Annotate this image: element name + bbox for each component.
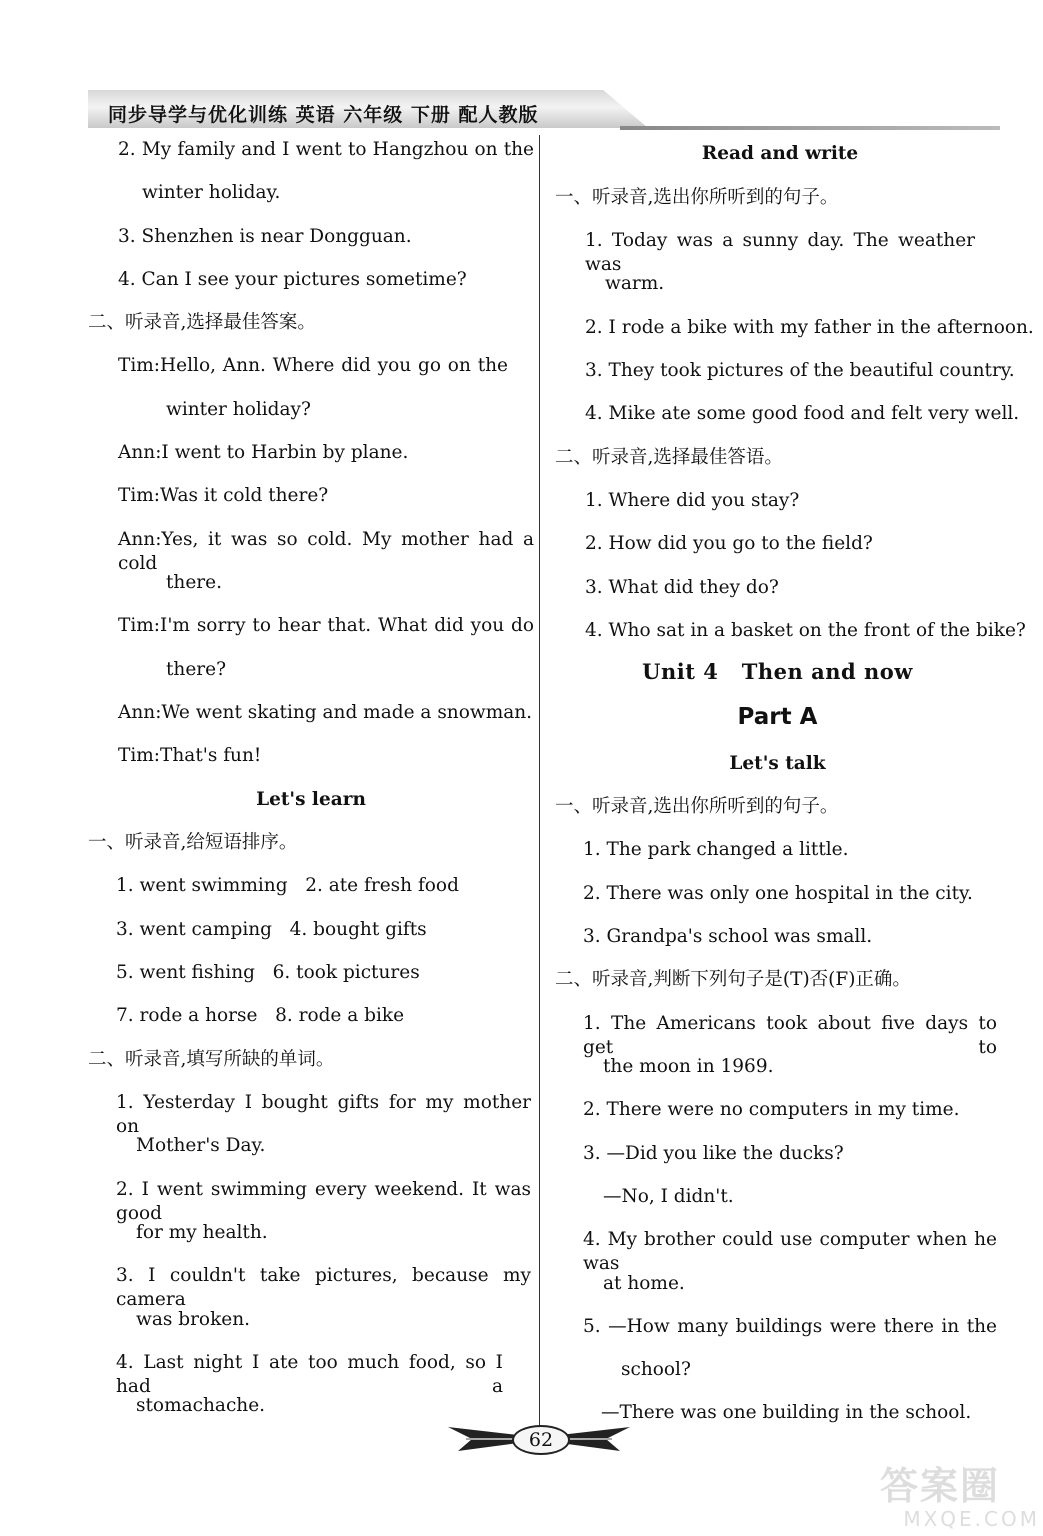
section-title: Let's learn [256,789,366,810]
dialogue-line: Ann:We went skating and made a snowman. [118,702,533,723]
dialogue-line: Tim:That's fun! [118,745,262,766]
text-line: 1. Yesterday I bought gifts for my mother on [116,1092,531,1137]
part-title: Part A [737,704,818,730]
dialogue-line: there. [166,572,222,593]
text-line: 4. Who sat in a basket on the front of the bike? [585,620,1026,641]
dialogue-line: Tim:Was it cold there? [118,485,329,506]
watermark-logo-text: 答案圈 [880,1464,1001,1508]
text-line: for my health. [136,1222,268,1243]
phrase-line: 5. went fishing 6. took pictures [116,962,420,983]
book-title: 同步导学与优化训练 英语 六年级 下册 配人教版 [108,104,539,126]
dialogue-line: Ann:I went to Harbin by plane. [118,442,409,463]
section-heading: 二、听录音,判断下列句子是(T)否(F)正确。 [555,969,911,990]
text-line: 2. I rode a bike with my father in the afternoon. [585,317,1034,338]
text-line: 2. How did you go to the field? [585,533,873,554]
text-line: at home. [603,1273,685,1294]
section-title: Let's talk [729,753,826,774]
text-line: 5. —How many buildings were there in the [583,1316,997,1337]
text-line: 3. Grandpa's school was small. [583,926,873,947]
text-line: 1. The Americans took about five days to get to [583,1013,997,1058]
text-line: 2. My family and I went to Hangzhou on the [118,139,534,160]
text-line: winter holiday. [142,182,281,203]
text-line: 1. Today was a sunny day. The weather was [585,230,975,275]
phrase-line: 1. went swimming 2. ate fresh food [116,875,459,896]
section-heading: 二、听录音,选择最佳答案。 [88,312,316,333]
dialogue-line: winter holiday? [166,399,311,420]
watermark-url: MXQE.COM [903,1507,1040,1531]
text-line: warm. [605,273,665,294]
text-line: 4. Mike ate some good food and felt very well. [585,403,1020,424]
text-line: Mother's Day. [136,1135,266,1156]
section-heading: 一、听录音,选出你所听到的句子。 [555,187,839,208]
section-title: Read and write [701,143,859,164]
section-heading: 二、听录音,选择最佳答语。 [555,447,783,468]
text-line: was broken. [136,1309,251,1330]
text-line: 3. Shenzhen is near Dongguan. [118,226,412,247]
text-line: 3. I couldn't take pictures, because my camera [116,1265,531,1310]
text-line: 2. There was only one hospital in the city. [583,883,973,904]
page-number: 62 [512,1425,570,1455]
watermark [880,1465,1040,1535]
dialogue-line: Tim:Hello, Ann. Where did you go on the [118,355,508,376]
text-line: 2. There were no computers in my time. [583,1099,960,1120]
text-line: school? [621,1359,691,1380]
text-line: stomachache. [136,1395,266,1416]
text-line: 4. Last night I ate too much food, so I had a [116,1352,503,1397]
column-divider [539,135,540,1435]
dialogue-line: Tim:I'm sorry to hear that. What did you do [118,615,534,636]
unit-title: Unit 4 Then and now [642,659,913,684]
text-line: —There was one building in the school. [601,1402,972,1423]
text-line: —No, I didn't. [603,1186,734,1207]
text-line: 1. Where did you stay? [585,490,800,511]
section-heading: 一、听录音,选出你所听到的句子。 [555,796,839,817]
text-line: the moon in 1969. [603,1056,774,1077]
section-heading: 一、听录音,给短语排序。 [88,832,298,853]
text-line: 4. My brother could use computer when he was [583,1229,997,1274]
text-line: 1. The park changed a little. [583,839,849,860]
dialogue-line: there? [166,659,227,680]
section-heading: 二、听录音,填写所缺的单词。 [88,1049,335,1070]
text-line: 3. What did they do? [585,577,779,598]
phrase-line: 3. went camping 4. bought gifts [116,919,427,940]
text-line: 2. I went swimming every weekend. It was good [116,1179,531,1224]
text-line: 3. —Did you like the ducks? [583,1143,844,1164]
text-line: 4. Can I see your pictures sometime? [118,269,467,290]
header-rule [620,126,1000,130]
dialogue-line: Ann:Yes, it was so cold. My mother had a cold [118,529,534,574]
text-line: 3. They took pictures of the beautiful country. [585,360,1015,381]
phrase-line: 7. rode a horse 8. rode a bike [116,1005,405,1026]
